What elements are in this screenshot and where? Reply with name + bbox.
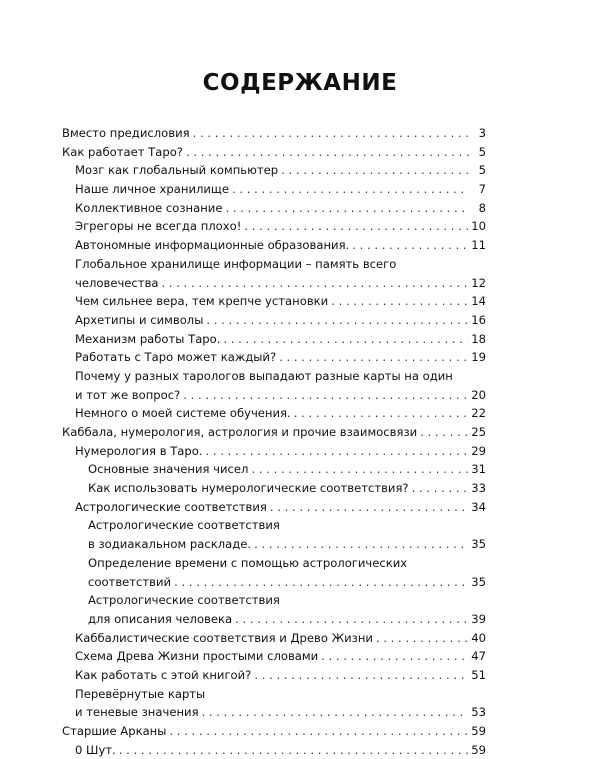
leader-dots bbox=[225, 199, 469, 218]
leader-dots bbox=[186, 143, 469, 162]
toc-entry-title: Автономные информационные образования. bbox=[75, 238, 350, 253]
toc-page-number: 51 bbox=[471, 667, 486, 682]
toc-page-number: 7 bbox=[478, 182, 486, 197]
toc-entry-title: Эгрегоры не всегда плохо! bbox=[75, 219, 242, 234]
toc-entry[interactable] bbox=[62, 516, 486, 535]
leader-dots bbox=[331, 292, 468, 311]
toc-page-number: 16 bbox=[471, 312, 486, 327]
leader-dots bbox=[206, 311, 468, 330]
toc-entry[interactable] bbox=[62, 274, 486, 293]
leader-dots bbox=[183, 386, 468, 405]
toc-entry-title: Как работает Таро? bbox=[62, 144, 183, 159]
toc-page-number: 53 bbox=[471, 705, 486, 720]
toc-entry-title: для описания человека bbox=[88, 611, 233, 626]
leader-dots bbox=[251, 460, 468, 479]
leader-dots bbox=[352, 236, 468, 255]
toc-entry-title: человечества bbox=[75, 275, 159, 290]
table-of-contents bbox=[62, 124, 486, 759]
toc-page-number: 5 bbox=[478, 144, 486, 159]
toc-entry[interactable] bbox=[62, 180, 486, 199]
toc-page-number: 3 bbox=[478, 126, 486, 140]
page-title: СОДЕРЖАНИЕ bbox=[202, 70, 398, 96]
toc-page-number: 59 bbox=[471, 742, 486, 757]
leader-dots bbox=[420, 423, 468, 442]
toc-page-number: 22 bbox=[471, 406, 486, 421]
toc-entry-title: Каббалистические соответствия и Древо Жизни bbox=[75, 630, 373, 645]
toc-entry-title: Астрологические соответствия bbox=[75, 499, 267, 514]
toc-entry-title: Мозг как глобальный компьютер bbox=[75, 163, 279, 178]
toc-page-number: 19 bbox=[471, 350, 486, 365]
toc-entry-title: Чем сильнее вера, тем крепче установки bbox=[75, 294, 329, 309]
leader-dots bbox=[254, 666, 468, 685]
toc-entry[interactable] bbox=[62, 386, 486, 405]
toc-entry[interactable] bbox=[62, 442, 486, 461]
toc-page-number: 10 bbox=[471, 219, 486, 234]
leader-dots bbox=[174, 573, 468, 592]
leader-dots bbox=[235, 610, 468, 629]
toc-page-number: 20 bbox=[471, 387, 486, 402]
toc-entry[interactable] bbox=[62, 591, 486, 610]
toc-entry-title: Архетипы и символы bbox=[75, 312, 204, 327]
toc-entry-title: Немного о моей системе обучения. bbox=[75, 406, 291, 421]
toc-page-number: 35 bbox=[471, 537, 486, 552]
toc-entry-title: Работать с Таро может каждый? bbox=[75, 350, 277, 365]
leader-dots bbox=[244, 217, 468, 236]
toc-entry[interactable] bbox=[62, 610, 486, 629]
leader-dots bbox=[412, 479, 469, 498]
toc-entry[interactable] bbox=[62, 292, 486, 311]
toc-entry[interactable] bbox=[62, 498, 486, 517]
toc-page-number: 40 bbox=[471, 630, 486, 645]
leader-dots bbox=[270, 498, 468, 517]
toc-page-number: 8 bbox=[478, 200, 486, 215]
toc-entry[interactable] bbox=[62, 199, 486, 218]
toc-page-number: 35 bbox=[471, 574, 486, 589]
toc-entry[interactable] bbox=[62, 423, 486, 442]
toc-entry-title: Как работать с этой книгой? bbox=[75, 667, 252, 682]
toc-entry-title: и теневые значения bbox=[75, 705, 199, 720]
toc-entry[interactable] bbox=[62, 330, 486, 349]
leader-dots bbox=[281, 161, 469, 180]
toc-entry[interactable] bbox=[62, 685, 486, 704]
toc-page-number: 39 bbox=[471, 611, 486, 626]
toc-page-number: 33 bbox=[471, 481, 486, 496]
toc-page-number: 34 bbox=[471, 499, 486, 514]
toc-entry-title: Коллективное сознание bbox=[75, 200, 223, 215]
leader-dots bbox=[206, 442, 469, 461]
toc-page-number: 25 bbox=[471, 425, 486, 439]
leader-dots bbox=[169, 722, 468, 741]
toc-entry-title: Нумерология в Таро. bbox=[75, 443, 203, 458]
toc-entry[interactable] bbox=[62, 124, 486, 143]
toc-entry[interactable] bbox=[62, 460, 486, 479]
toc-entry[interactable] bbox=[62, 629, 486, 648]
toc-entry-title: Схема Древа Жизни простыми словами bbox=[75, 649, 319, 664]
toc-entry-title: Глобальное хранилище информации – память всего bbox=[75, 256, 397, 271]
toc-entry[interactable] bbox=[62, 404, 486, 423]
leader-dots bbox=[162, 274, 469, 293]
toc-entry[interactable] bbox=[62, 311, 486, 330]
toc-page-number: 47 bbox=[471, 649, 486, 664]
leader-dots bbox=[279, 348, 468, 367]
leader-dots bbox=[223, 330, 468, 349]
leader-dots bbox=[193, 124, 469, 143]
toc-page-number: 29 bbox=[471, 443, 486, 458]
toc-entry-title: Старшие Арканы bbox=[62, 724, 167, 738]
toc-page-number: 11 bbox=[471, 238, 486, 253]
toc-entry[interactable] bbox=[62, 236, 486, 255]
toc-entry-title: Основные значения чисел bbox=[88, 462, 249, 477]
toc-entry[interactable] bbox=[62, 255, 486, 274]
toc-entry[interactable] bbox=[62, 647, 486, 666]
toc-entry-title: и тот же вопрос? bbox=[75, 387, 181, 402]
toc-page-number: 59 bbox=[471, 724, 486, 738]
toc-page-number: 12 bbox=[471, 275, 486, 290]
toc-entry[interactable] bbox=[62, 722, 486, 741]
toc-entry[interactable] bbox=[62, 367, 486, 386]
leader-dots bbox=[294, 404, 469, 423]
toc-page-number: 14 bbox=[471, 294, 486, 309]
toc-entry[interactable] bbox=[62, 479, 486, 498]
toc-entry[interactable] bbox=[62, 666, 486, 685]
toc-entry-title: Астрологические соответствия bbox=[88, 593, 280, 608]
leader-dots bbox=[321, 647, 468, 666]
toc-entry[interactable] bbox=[62, 161, 486, 180]
toc-entry-title: Астрологические соответствия bbox=[88, 518, 280, 533]
toc-entry[interactable] bbox=[62, 348, 486, 367]
toc-entry-title: Вместо предисловия bbox=[62, 126, 190, 140]
toc-entry[interactable] bbox=[62, 143, 486, 162]
leader-dots bbox=[202, 703, 469, 722]
leader-dots bbox=[254, 535, 468, 554]
toc-entry-title: Наше личное хранилище bbox=[75, 182, 229, 197]
toc-entry-title: 0 Шут. bbox=[75, 742, 116, 757]
toc-entry-title: Механизм работы Таро. bbox=[75, 331, 221, 346]
leader-dots bbox=[376, 629, 468, 648]
toc-entry[interactable] bbox=[62, 217, 486, 236]
toc-entry[interactable] bbox=[62, 703, 486, 722]
toc-entry-title: соответствий bbox=[88, 574, 172, 589]
toc-entry-title: Перевёрнутые карты bbox=[75, 686, 206, 701]
toc-entry-title: Почему у разных тарологов выпадают разные карты на один bbox=[75, 368, 453, 383]
toc-entry-title: Определение времени с помощью астрологических bbox=[88, 555, 408, 570]
leader-dots bbox=[232, 180, 469, 199]
toc-entry[interactable] bbox=[62, 573, 486, 592]
toc-entry[interactable] bbox=[62, 535, 486, 554]
toc-entry[interactable] bbox=[62, 554, 486, 573]
toc-entry-title: в зодиакальном раскладе. bbox=[88, 537, 252, 552]
toc-page-number: 18 bbox=[471, 331, 486, 346]
toc-entry-title: Каббала, нумерология, астрология и прочие взаимосвязи bbox=[62, 425, 418, 439]
toc-page-number: 5 bbox=[478, 163, 486, 178]
toc-page-number: 31 bbox=[471, 462, 486, 477]
toc-entry-title: Как использовать нумерологические соответствия? bbox=[88, 481, 409, 496]
